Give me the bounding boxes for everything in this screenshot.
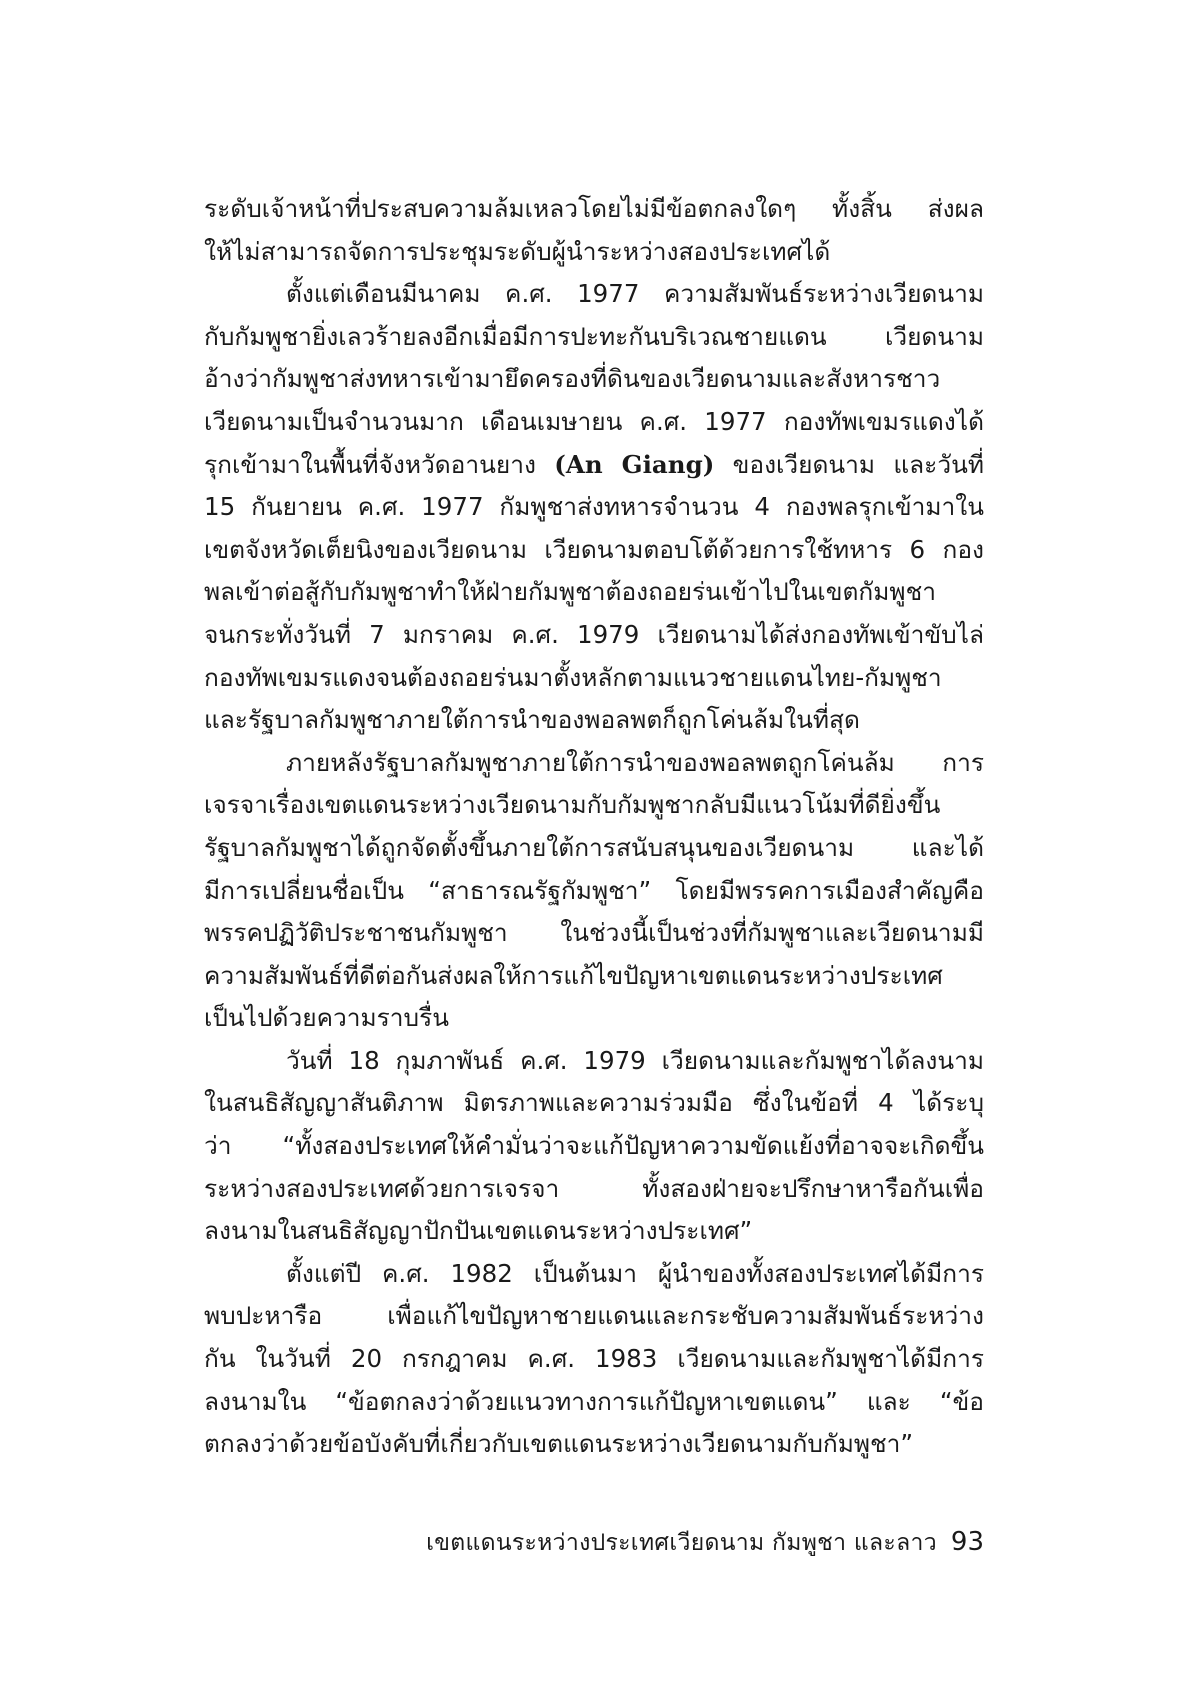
text-line: ระดับเจ้าหน้าที่ประสบความล้มเหลวโดยไม่มีข้อตกลงใดๆ ทั้งสิ้น ส่งผล <box>204 194 984 223</box>
text-line: และรัฐบาลกัมพูชาภายใต้การนำของพอลพตก็ถูกโค่นล้มในที่สุด <box>204 705 860 735</box>
text-line: พรรคปฏิวัติประชาชนกัมพูชา ในช่วงนี้เป็นช่วงที่กัมพูชาและเวียดนามมี <box>204 918 984 948</box>
text-line: ระหว่างสองประเทศด้วยการเจรจา ทั้งสองฝ่ายจะปรึกษาหารือกันเพื่อ <box>204 1173 984 1203</box>
text-line: พลเข้าต่อสู้กับกัมพูชาทำให้ฝ่ายกัมพูชาต้องถอยร่นเข้าไปในเขตกัมพูชา <box>204 577 936 607</box>
text-line: รุกเข้ามาในพื้นที่จังหวัดอานยาง (An Giang) ของเวียดนาม และวันที่ <box>204 449 984 479</box>
text-line: ความสัมพันธ์ที่ดีต่อกันส่งผลให้การแก้ไขปัญหาเขตแดนระหว่างประเทศ <box>204 960 943 990</box>
body-text <box>204 188 984 1466</box>
running-footer-title: เขตแดนระหว่างประเทศเวียดนาม กัมพูชา และลาว <box>426 1530 937 1556</box>
place-name-latin: (An Giang) <box>554 449 715 479</box>
text-line: รัฐบาลกัมพูชาได้ถูกจัดตั้งขึ้นภายใต้การสนับสนุนของเวียดนาม และได้ <box>204 832 984 862</box>
text-line: 15 กันยายน ค.ศ. 1977 กัมพูชาส่งทหารจำนวน 4 กองพลรุกเข้ามาใน <box>204 492 984 522</box>
text-line: เจรจาเรื่องเขตแดนระหว่างเวียดนามกับกัมพูชากลับมีแนวโน้มที่ดียิ่งขึ้น <box>204 790 941 820</box>
text-line: กองทัพเขมรแดงจนต้องถอยร่นมาตั้งหลักตามแนวชายแดนไทย-กัมพูชา <box>204 662 942 692</box>
text-line: กับกัมพูชายิ่งเลวร้ายลงอีกเมื่อมีการปะทะกันบริเวณชายแดน เวียดนาม <box>204 321 984 351</box>
page-number: 93 <box>950 1527 984 1557</box>
text-line: อ้างว่ากัมพูชาส่งทหารเข้ามายึดครองที่ดินของเวียดนามและสังหารชาว <box>204 364 941 394</box>
text-line: มีการเปลี่ยนชื่อเป็น “สาธารณรัฐกัมพูชา” โดยมีพรรคการเมืองสำคัญคือ <box>204 875 984 905</box>
text-line: ให้ไม่สามารถจัดการประชุมระดับผู้นำระหว่างสองประเทศได้ <box>204 236 831 266</box>
text-line: ตั้งแต่ปี ค.ศ. 1982 เป็นต้นมา ผู้นำของทั้งสองประเทศได้มีการ <box>286 1258 984 1288</box>
text-line: ตกลงว่าด้วยข้อบังคับที่เกี่ยวกับเขตแดนระหว่างเวียดนามกับกัมพูชา” <box>204 1429 914 1459</box>
text-line: วันที่ 18 กุมภาพันธ์ ค.ศ. 1979 เวียดนามและกัมพูชาได้ลงนาม <box>286 1045 984 1075</box>
text-line: เป็นไปด้วยความราบรื่น <box>204 1003 449 1033</box>
text-line: เขตจังหวัดเต็ยนิงของเวียดนาม เวียดนามตอบโต้ด้วยการใช้ทหาร 6 กอง <box>204 534 984 564</box>
text-line: ภายหลังรัฐบาลกัมพูชาภายใต้การนำของพอลพตถูกโค่นล้ม การ <box>286 747 984 777</box>
text-line: ในสนธิสัญญาสันติภาพ มิตรภาพและความร่วมมือ ซึ่งในข้อที่ 4 ได้ระบุ <box>204 1088 984 1118</box>
text-line: กัน ในวันที่ 20 กรกฎาคม ค.ศ. 1983 เวียดนามและกัมพูชาได้มีการ <box>204 1344 984 1374</box>
page-footer <box>204 1520 984 1564</box>
text-line: ว่า “ทั้งสองประเทศให้คำมั่นว่าจะแก้ปัญหาความขัดแย้งที่อาจจะเกิดขึ้น <box>204 1131 984 1161</box>
text-line: ตั้งแต่เดือนมีนาคม ค.ศ. 1977 ความสัมพันธ์ระหว่างเวียดนาม <box>286 279 984 309</box>
text-line: จนกระทั่งวันที่ 7 มกราคม ค.ศ. 1979 เวียดนามได้ส่งกองทัพเข้าขับไล่ <box>204 619 984 649</box>
text-line: พบปะหารือ เพื่อแก้ไขปัญหาชายแดนและกระชับความสัมพันธ์ระหว่าง <box>204 1301 984 1331</box>
text-line: ลงนามในสนธิสัญญาปักปันเขตแดนระหว่างประเทศ” <box>204 1216 753 1246</box>
text-line: เวียดนามเป็นจำนวนมาก เดือนเมษายน ค.ศ. 1977 กองทัพเขมรแดงได้ <box>204 406 984 436</box>
text-line: ลงนามใน “ข้อตกลงว่าด้วยแนวทางการแก้ปัญหาเขตแดน” และ “ข้อ <box>204 1386 984 1416</box>
